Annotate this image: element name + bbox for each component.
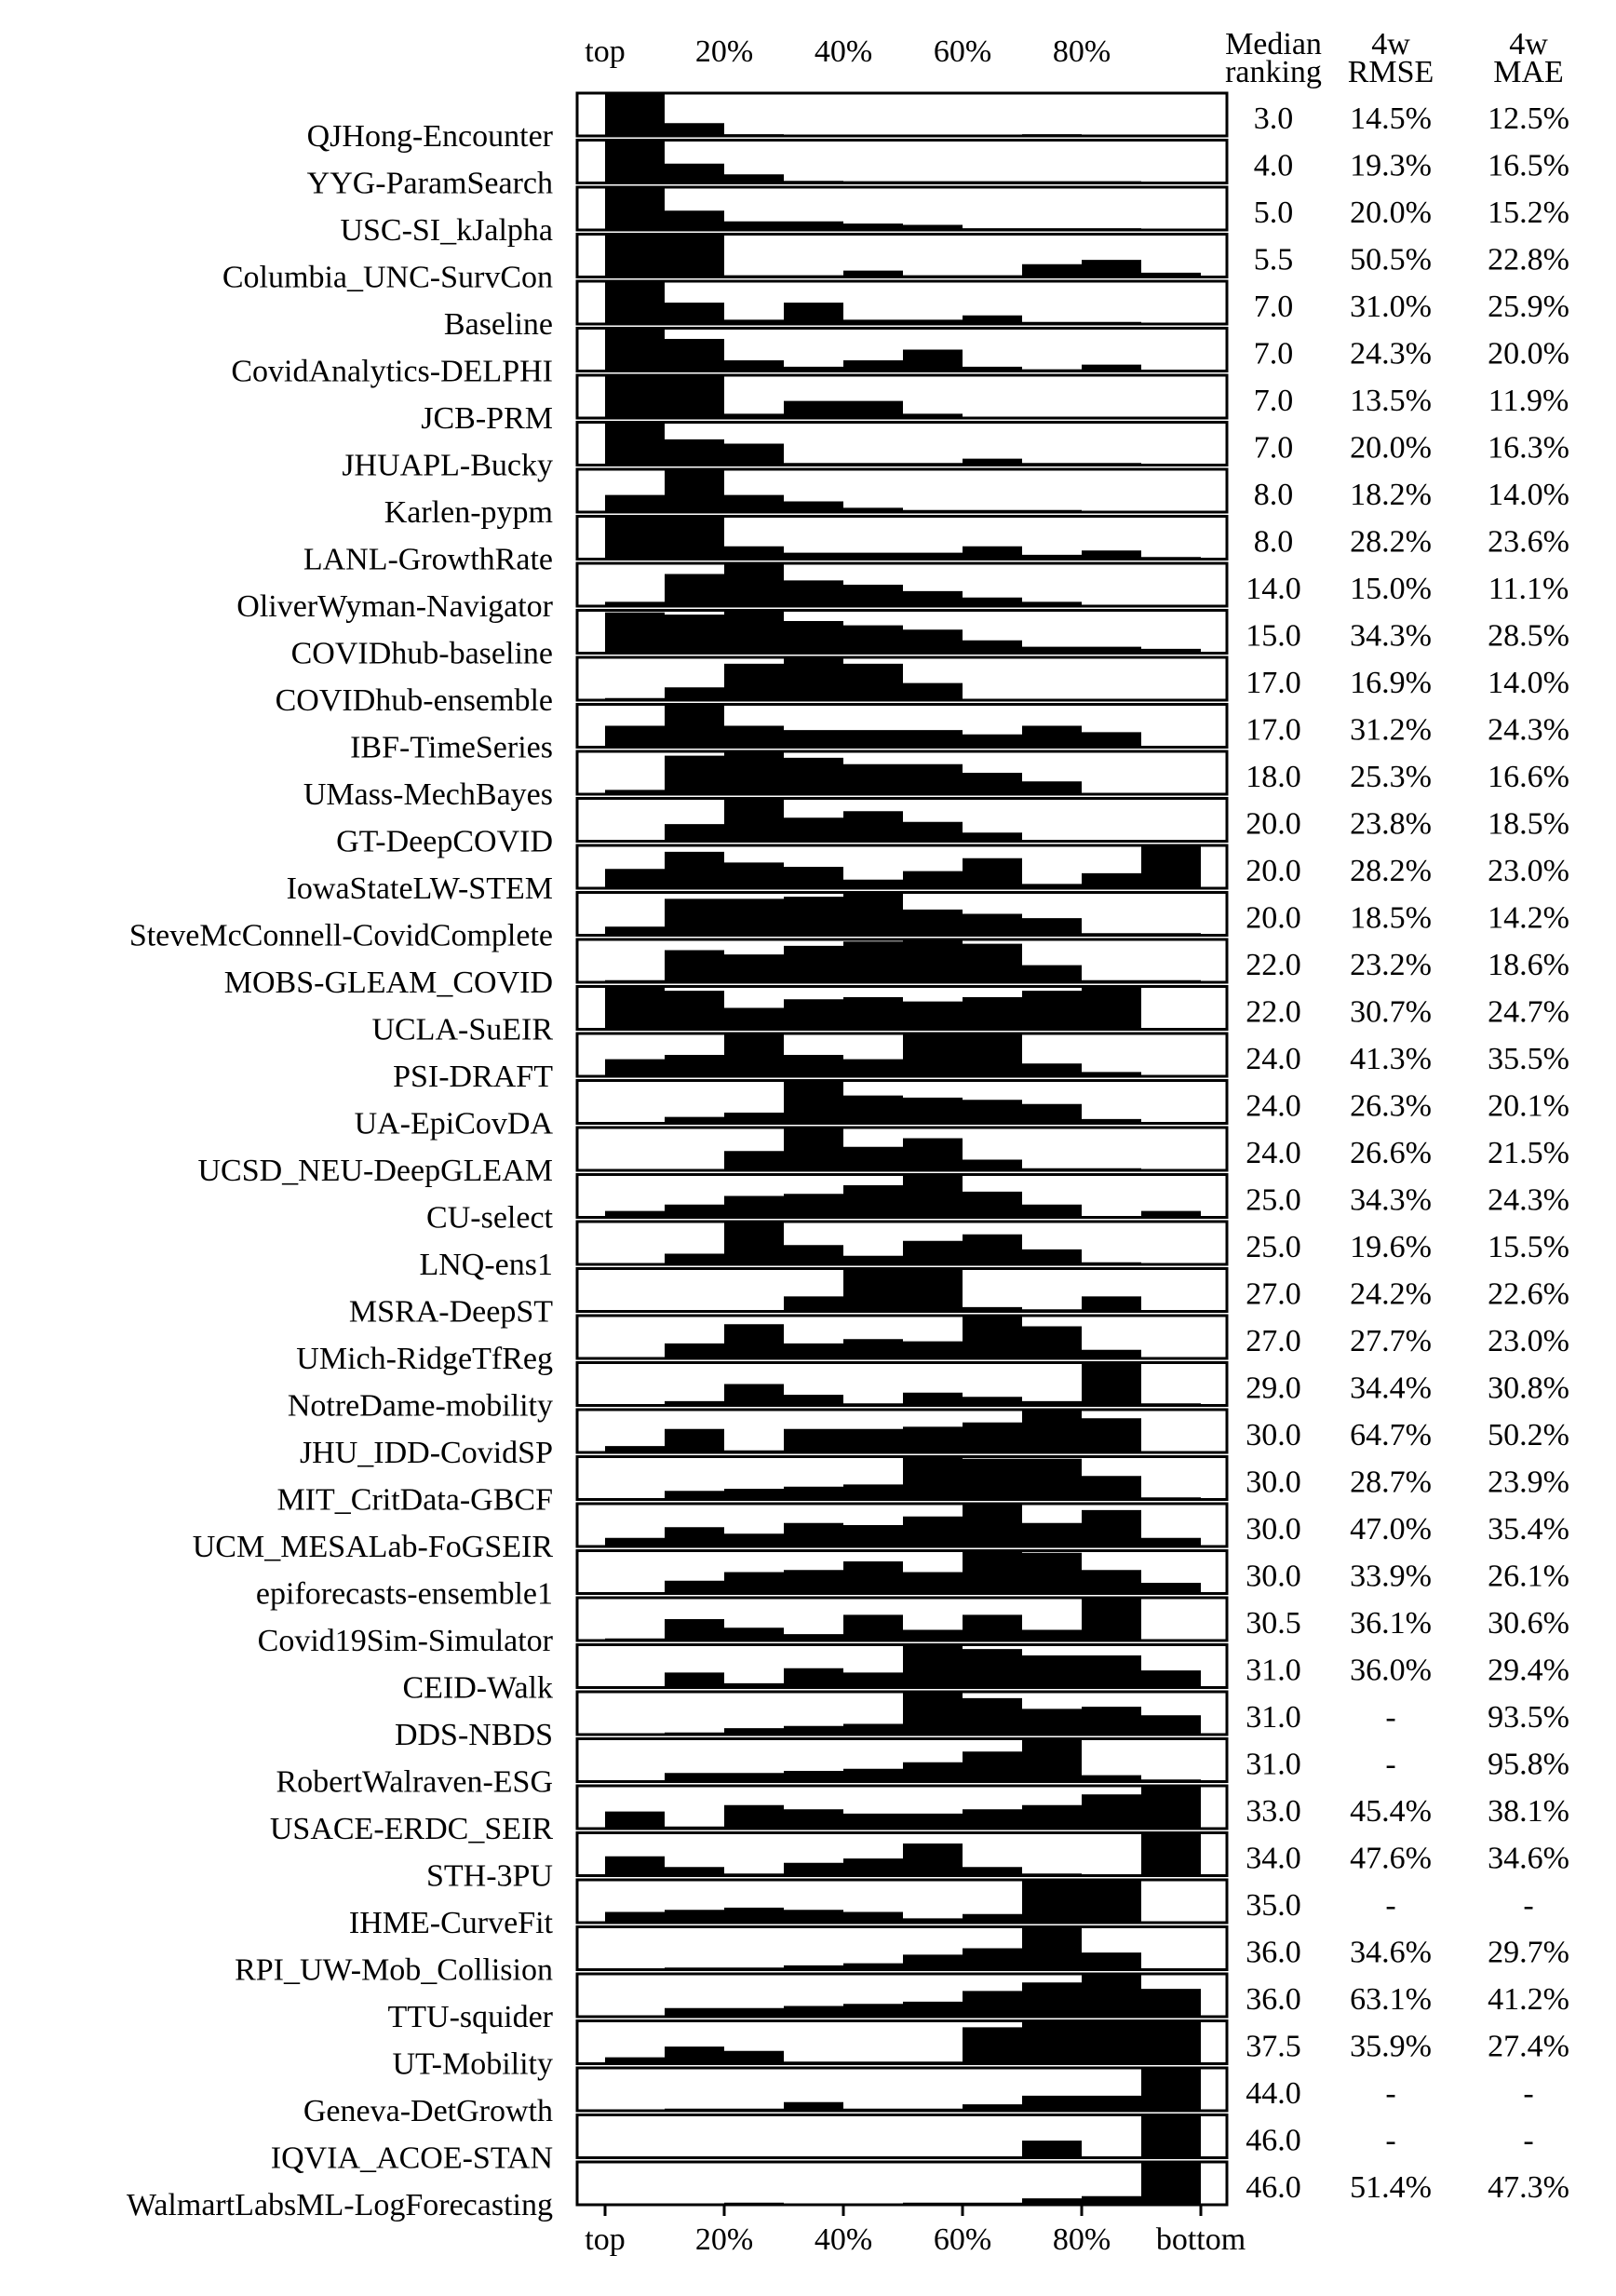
rmse-header: RMSE: [1347, 55, 1434, 89]
rmse-value: 34.3%: [1350, 1182, 1432, 1218]
mae-value: 14.0%: [1488, 666, 1569, 700]
median-ranking-value: 25.0: [1246, 1230, 1301, 1264]
mae-value: 22.8%: [1488, 242, 1569, 277]
ranking-histogram: [605, 281, 1201, 324]
mae-value: 18.5%: [1488, 806, 1569, 842]
mae-value: 15.5%: [1488, 1230, 1569, 1264]
ranking-histogram: [605, 141, 1201, 183]
ranking-histogram: [605, 2068, 1201, 2111]
mae-value: 23.0%: [1488, 1324, 1569, 1358]
mae-value: -: [1523, 2076, 1534, 2111]
model-label: UCLA-SuEIR: [371, 1012, 553, 1047]
row-frame: [577, 2115, 1227, 2158]
rmse-value: -: [1385, 1747, 1396, 1782]
mae-value: 12.5%: [1488, 101, 1569, 136]
model-label: JHUAPL-Bucky: [342, 448, 553, 483]
median-ranking-value: 24.0: [1246, 1088, 1301, 1124]
median-ranking-value: 5.0: [1253, 196, 1294, 230]
mae-value: 38.1%: [1488, 1794, 1569, 1829]
mae-value: 29.4%: [1488, 1653, 1569, 1688]
mae-value: 16.5%: [1488, 148, 1569, 183]
rmse-value: 34.4%: [1350, 1371, 1432, 1406]
ranking-histogram: [605, 1410, 1201, 1452]
model-label: IowaStateLW-STEM: [286, 871, 553, 906]
model-label: IQVIA_ACOE-STAN: [270, 2141, 553, 2176]
ranking-histogram: [605, 423, 1201, 466]
ranking-histogram: [605, 1786, 1201, 1829]
ranking-histogram: [605, 1222, 1201, 1264]
median-ranking-value: 31.0: [1246, 1653, 1301, 1688]
median-ranking-value: 3.0: [1253, 101, 1294, 136]
rmse-value: 28.2%: [1350, 524, 1432, 560]
model-label: UMass-MechBayes: [303, 777, 553, 812]
rmse-value: -: [1385, 1888, 1396, 1923]
median-ranking-value: 22.0: [1246, 948, 1301, 982]
median-ranking-value: 46.0: [1246, 2123, 1301, 2158]
rmse-value: 31.2%: [1350, 712, 1432, 748]
model-label: IHME-CurveFit: [348, 1906, 553, 1940]
mae-value: 20.1%: [1488, 1088, 1569, 1124]
rmse-value: 14.5%: [1350, 101, 1432, 136]
ranking-histogram: [605, 893, 1201, 936]
bottom-axis-tick-label: 80%: [1052, 2222, 1111, 2257]
rmse-value: -: [1385, 2123, 1396, 2158]
ranking-histogram: [605, 1927, 1201, 1970]
mae-value: 25.9%: [1488, 290, 1569, 324]
rmse-value: 47.0%: [1350, 1512, 1432, 1546]
bottom-axis: [585, 2205, 1246, 2257]
model-label: UA-EpiCovDA: [354, 1106, 553, 1141]
rmse-value: 28.7%: [1350, 1465, 1432, 1500]
model-row: [307, 93, 1569, 154]
rmse-value: 33.9%: [1350, 1559, 1432, 1594]
model-label: TTU-squider: [387, 2000, 553, 2034]
median-ranking-value: 24.0: [1246, 1136, 1301, 1170]
rmse-value: 23.2%: [1350, 948, 1432, 982]
model-label: JHU_IDD-CovidSP: [299, 1436, 553, 1470]
mae-value: 14.2%: [1488, 900, 1569, 936]
rmse-value: -: [1385, 2076, 1396, 2111]
ranking-histogram: [605, 1739, 1201, 1782]
top-axis-tick-label: 80%: [1052, 34, 1111, 69]
top-axis-tick-label: 40%: [814, 34, 873, 69]
rmse-value: 27.7%: [1350, 1324, 1432, 1358]
median-ranking-value: 30.0: [1246, 1512, 1301, 1546]
ranking-histogram: [605, 1316, 1201, 1358]
ranking-histogram: [605, 187, 1201, 230]
rmse-value: 23.8%: [1350, 806, 1432, 842]
median-ranking-value: 8.0: [1253, 524, 1294, 560]
model-label: CovidAnalytics-DELPHI: [231, 354, 553, 389]
model-label: COVIDhub-ensemble: [275, 683, 553, 718]
ranking-histogram: [605, 987, 1201, 1030]
median-ranking-value: 20.0: [1246, 854, 1301, 888]
mae-value: -: [1523, 1888, 1534, 1923]
mae-value: 11.9%: [1488, 384, 1569, 418]
ranking-histogram: [605, 1269, 1201, 1312]
rmse-value: 24.2%: [1350, 1276, 1432, 1312]
mae-value: 14.0%: [1488, 478, 1569, 512]
median-ranking-value: 4.0: [1253, 148, 1294, 183]
model-label: OliverWyman-Navigator: [236, 589, 553, 624]
ranking-histogram: [605, 1974, 1201, 2017]
mae-value: 30.6%: [1488, 1606, 1569, 1641]
mae-value: 23.0%: [1488, 854, 1569, 888]
rmse-value: 34.6%: [1350, 1935, 1432, 1970]
median-ranking-value: 17.0: [1246, 666, 1301, 700]
rmse-value: 41.3%: [1350, 1042, 1432, 1076]
ranking-histogram: [605, 2115, 1201, 2158]
rmse-value: 19.6%: [1350, 1230, 1432, 1264]
rmse-value: 18.2%: [1350, 478, 1432, 512]
median-ranking-value: 15.0: [1246, 618, 1301, 654]
ranking-histogram: [605, 939, 1201, 982]
rmse-value: 13.5%: [1350, 384, 1432, 418]
mae-value: 41.2%: [1488, 1982, 1569, 2017]
model-label: DDS-NBDS: [394, 1718, 553, 1752]
model-label: LNQ-ens1: [419, 1248, 553, 1282]
model-row: [426, 1833, 1569, 1894]
median-ranking-header: ranking: [1225, 55, 1322, 89]
rmse-value: 30.7%: [1350, 994, 1432, 1030]
median-ranking-value: 46.0: [1246, 2170, 1301, 2205]
model-label: epiforecasts-ensemble1: [255, 1576, 553, 1612]
rmse-value: 16.9%: [1350, 666, 1432, 700]
model-row: [426, 1175, 1569, 1236]
ranking-histogram: [605, 1081, 1201, 1124]
median-ranking-value: 30.0: [1246, 1559, 1301, 1594]
model-label: Karlen-pypm: [384, 495, 553, 530]
model-label: PSI-DRAFT: [393, 1060, 553, 1094]
median-ranking-header: Median: [1225, 27, 1322, 61]
ranking-histogram: [605, 1033, 1201, 1076]
ranking-histogram: [605, 657, 1201, 700]
mae-value: 47.3%: [1488, 2170, 1569, 2205]
median-ranking-value: 30.0: [1246, 1418, 1301, 1452]
median-ranking-value: 36.0: [1246, 1982, 1301, 2017]
rmse-value: 36.1%: [1350, 1606, 1432, 1641]
rmse-value: 26.6%: [1350, 1136, 1432, 1170]
model-label: UCM_MESALab-FoGSEIR: [192, 1530, 553, 1564]
ranking-histogram: [605, 2162, 1201, 2205]
ranking-histogram: [605, 845, 1201, 888]
median-ranking-value: 33.0: [1246, 1794, 1301, 1829]
top-axis-tick-label: 60%: [933, 34, 992, 69]
median-ranking-value: 29.0: [1246, 1371, 1301, 1406]
model-row: [384, 469, 1569, 530]
mae-value: 16.6%: [1488, 760, 1569, 794]
bottom-axis-tick-label: 20%: [694, 2222, 754, 2257]
median-ranking-value: 36.0: [1246, 1935, 1301, 1970]
model-label: LANL-GrowthRate: [303, 542, 553, 577]
mae-value: 35.4%: [1488, 1512, 1569, 1546]
mae-value: 26.1%: [1488, 1559, 1569, 1594]
model-label: USACE-ERDC_SEIR: [269, 1812, 553, 1846]
model-label: WalmartLabsML-LogForecasting: [126, 2188, 553, 2222]
ranking-histogram: [605, 1692, 1201, 1735]
rmse-value: 64.7%: [1350, 1418, 1432, 1452]
ranking-histogram: [605, 1175, 1201, 1218]
rmse-value: 36.0%: [1350, 1653, 1432, 1688]
ranking-histogram: [605, 329, 1201, 371]
rmse-value: 20.0%: [1350, 196, 1432, 230]
mae-header: MAE: [1493, 55, 1564, 89]
rmse-value: 51.4%: [1350, 2170, 1432, 2205]
rmse-value: 15.0%: [1350, 572, 1432, 606]
ranking-histogram: [605, 705, 1201, 748]
median-ranking-value: 22.0: [1246, 994, 1301, 1030]
model-label: MIT_CritData-GBCF: [276, 1482, 553, 1518]
model-row: [393, 1033, 1569, 1094]
model-label: NotreDame-mobility: [287, 1388, 553, 1424]
bottom-axis-tick-label: top: [585, 2222, 626, 2257]
ranking-histogram: [605, 1457, 1201, 1500]
model-label: USC-SI_kJalpha: [340, 213, 553, 248]
rmse-value: 31.0%: [1350, 290, 1432, 324]
median-ranking-value: 5.5: [1253, 242, 1294, 277]
model-row: [419, 1222, 1569, 1282]
rmse-value: 24.3%: [1350, 336, 1432, 371]
top-axis-tick-label: 20%: [694, 34, 754, 69]
rmse-value: 34.3%: [1350, 618, 1432, 654]
median-ranking-value: 30.5: [1246, 1606, 1301, 1641]
median-ranking-value: 27.0: [1246, 1324, 1301, 1358]
median-ranking-value: 14.0: [1246, 572, 1301, 606]
model-label: Covid19Sim-Simulator: [257, 1624, 553, 1658]
ranking-histogram: [605, 2021, 1201, 2064]
rmse-value: 47.6%: [1350, 1841, 1432, 1876]
mae-value: 29.7%: [1488, 1935, 1569, 1970]
model-label: COVIDhub-baseline: [290, 636, 553, 671]
model-label: MSRA-DeepST: [348, 1294, 553, 1330]
ranking-histogram: [605, 1880, 1201, 1923]
median-ranking-value: 20.0: [1246, 806, 1301, 842]
model-row: [231, 329, 1569, 389]
bottom-axis-tick-label: bottom: [1155, 2222, 1246, 2257]
mae-header: 4w: [1509, 27, 1548, 61]
median-ranking-value: 8.0: [1253, 478, 1294, 512]
bottom-axis-tick-label: 40%: [814, 2222, 873, 2257]
rmse-header: 4w: [1371, 27, 1410, 61]
model-label: Baseline: [443, 307, 553, 342]
rmse-value: 28.2%: [1350, 854, 1432, 888]
ranking-histogram: [605, 1645, 1201, 1688]
model-label: YYG-ParamSearch: [306, 166, 553, 201]
mae-value: 23.9%: [1488, 1465, 1569, 1500]
ranking-histogram: [605, 235, 1201, 277]
mae-value: 22.6%: [1488, 1276, 1569, 1312]
rmse-value: 50.5%: [1350, 242, 1432, 277]
ranking-histogram: [605, 93, 1201, 136]
median-ranking-value: 24.0: [1246, 1042, 1301, 1076]
model-label: Geneva-DetGrowth: [303, 2094, 553, 2128]
mae-value: 50.2%: [1488, 1418, 1569, 1452]
mae-value: 18.6%: [1488, 948, 1569, 982]
mae-value: 93.5%: [1488, 1700, 1569, 1735]
model-label: UT-Mobility: [392, 2046, 553, 2082]
median-ranking-value: 31.0: [1246, 1747, 1301, 1782]
model-label: QJHong-Encounter: [306, 119, 553, 154]
mae-value: -: [1523, 2123, 1534, 2158]
mae-value: 23.6%: [1488, 524, 1569, 560]
model-label: RPI_UW-Mob_Collision: [235, 1952, 553, 1988]
median-ranking-value: 35.0: [1246, 1888, 1301, 1923]
model-label: Columbia_UNC-SurvCon: [222, 260, 553, 295]
model-label: CU-select: [426, 1200, 553, 1236]
median-ranking-value: 37.5: [1246, 2029, 1301, 2064]
ranking-histogram: [605, 611, 1201, 654]
mae-value: 24.3%: [1488, 712, 1569, 748]
ranking-histogram: [605, 517, 1201, 560]
chart-header: [585, 27, 1564, 89]
median-ranking-value: 7.0: [1253, 290, 1294, 324]
mae-value: 95.8%: [1488, 1747, 1569, 1782]
ranking-histogram: [605, 1363, 1201, 1406]
mae-value: 28.5%: [1488, 618, 1569, 654]
median-ranking-value: 44.0: [1246, 2076, 1301, 2111]
model-label: IBF-TimeSeries: [350, 730, 553, 765]
median-ranking-value: 27.0: [1246, 1276, 1301, 1312]
model-row: [387, 1974, 1569, 2034]
mae-value: 15.2%: [1488, 196, 1569, 230]
bottom-axis-tick-label: 60%: [933, 2222, 992, 2257]
median-ranking-value: 7.0: [1253, 384, 1294, 418]
ranking-histogram: [605, 563, 1201, 606]
median-ranking-value: 7.0: [1253, 430, 1294, 466]
mae-value: 24.7%: [1488, 994, 1569, 1030]
top-axis-tick-label: top: [585, 34, 626, 69]
ranking-histogram: [605, 799, 1201, 842]
ranking-histogram: [605, 469, 1201, 512]
mae-value: 34.6%: [1488, 1841, 1569, 1876]
model-row: [421, 375, 1569, 436]
mae-value: 35.5%: [1488, 1042, 1569, 1076]
mae-value: 30.8%: [1488, 1371, 1569, 1406]
rmse-value: 19.3%: [1350, 148, 1432, 183]
ranking-histogram: [605, 1833, 1201, 1876]
ranking-histogram: [605, 1504, 1201, 1546]
mae-value: 21.5%: [1488, 1136, 1569, 1170]
model-label: UCSD_NEU-DeepGLEAM: [197, 1154, 553, 1188]
model-label: JCB-PRM: [421, 401, 553, 436]
median-ranking-value: 20.0: [1246, 900, 1301, 936]
mae-value: 27.4%: [1488, 2029, 1569, 2064]
ranking-histogram: [605, 751, 1201, 794]
ranking-histogram: [605, 1598, 1201, 1641]
model-label: RobertWalraven-ESG: [276, 1764, 553, 1800]
ranking-histogram: [605, 1551, 1201, 1594]
rmse-value: 63.1%: [1350, 1982, 1432, 2017]
rmse-value: -: [1385, 1700, 1396, 1735]
mae-value: 24.3%: [1488, 1182, 1569, 1218]
rmse-value: 20.0%: [1350, 430, 1432, 466]
rmse-value: 25.3%: [1350, 760, 1432, 794]
mae-value: 16.3%: [1488, 430, 1569, 466]
median-ranking-value: 17.0: [1246, 712, 1301, 748]
model-label: UMich-RidgeTfReg: [296, 1342, 553, 1376]
ranking-histogram: [605, 1128, 1201, 1170]
median-ranking-value: 31.0: [1246, 1700, 1301, 1735]
rmse-value: 26.3%: [1350, 1088, 1432, 1124]
model-rows: [127, 93, 1569, 2222]
median-ranking-value: 25.0: [1246, 1182, 1301, 1218]
model-row: [395, 1692, 1569, 1752]
median-ranking-value: 30.0: [1246, 1465, 1301, 1500]
model-label: STH-3PU: [425, 1858, 553, 1894]
mae-value: 11.1%: [1488, 572, 1569, 606]
mae-value: 20.0%: [1488, 336, 1569, 371]
model-label: SteveMcConnell-CovidComplete: [128, 918, 553, 953]
median-ranking-value: 7.0: [1253, 336, 1294, 371]
rmse-value: 45.4%: [1350, 1794, 1432, 1829]
model-row: [392, 2021, 1569, 2082]
median-ranking-value: 34.0: [1246, 1841, 1301, 1876]
model-label: CEID-Walk: [402, 1670, 553, 1706]
model-label: GT-DeepCOVID: [336, 824, 553, 859]
median-ranking-value: 18.0: [1246, 760, 1301, 794]
rmse-value: 18.5%: [1350, 900, 1432, 936]
rmse-value: 35.9%: [1350, 2029, 1432, 2064]
model-label: MOBS-GLEAM_COVID: [223, 966, 553, 1000]
ranking-histogram: [605, 375, 1201, 418]
